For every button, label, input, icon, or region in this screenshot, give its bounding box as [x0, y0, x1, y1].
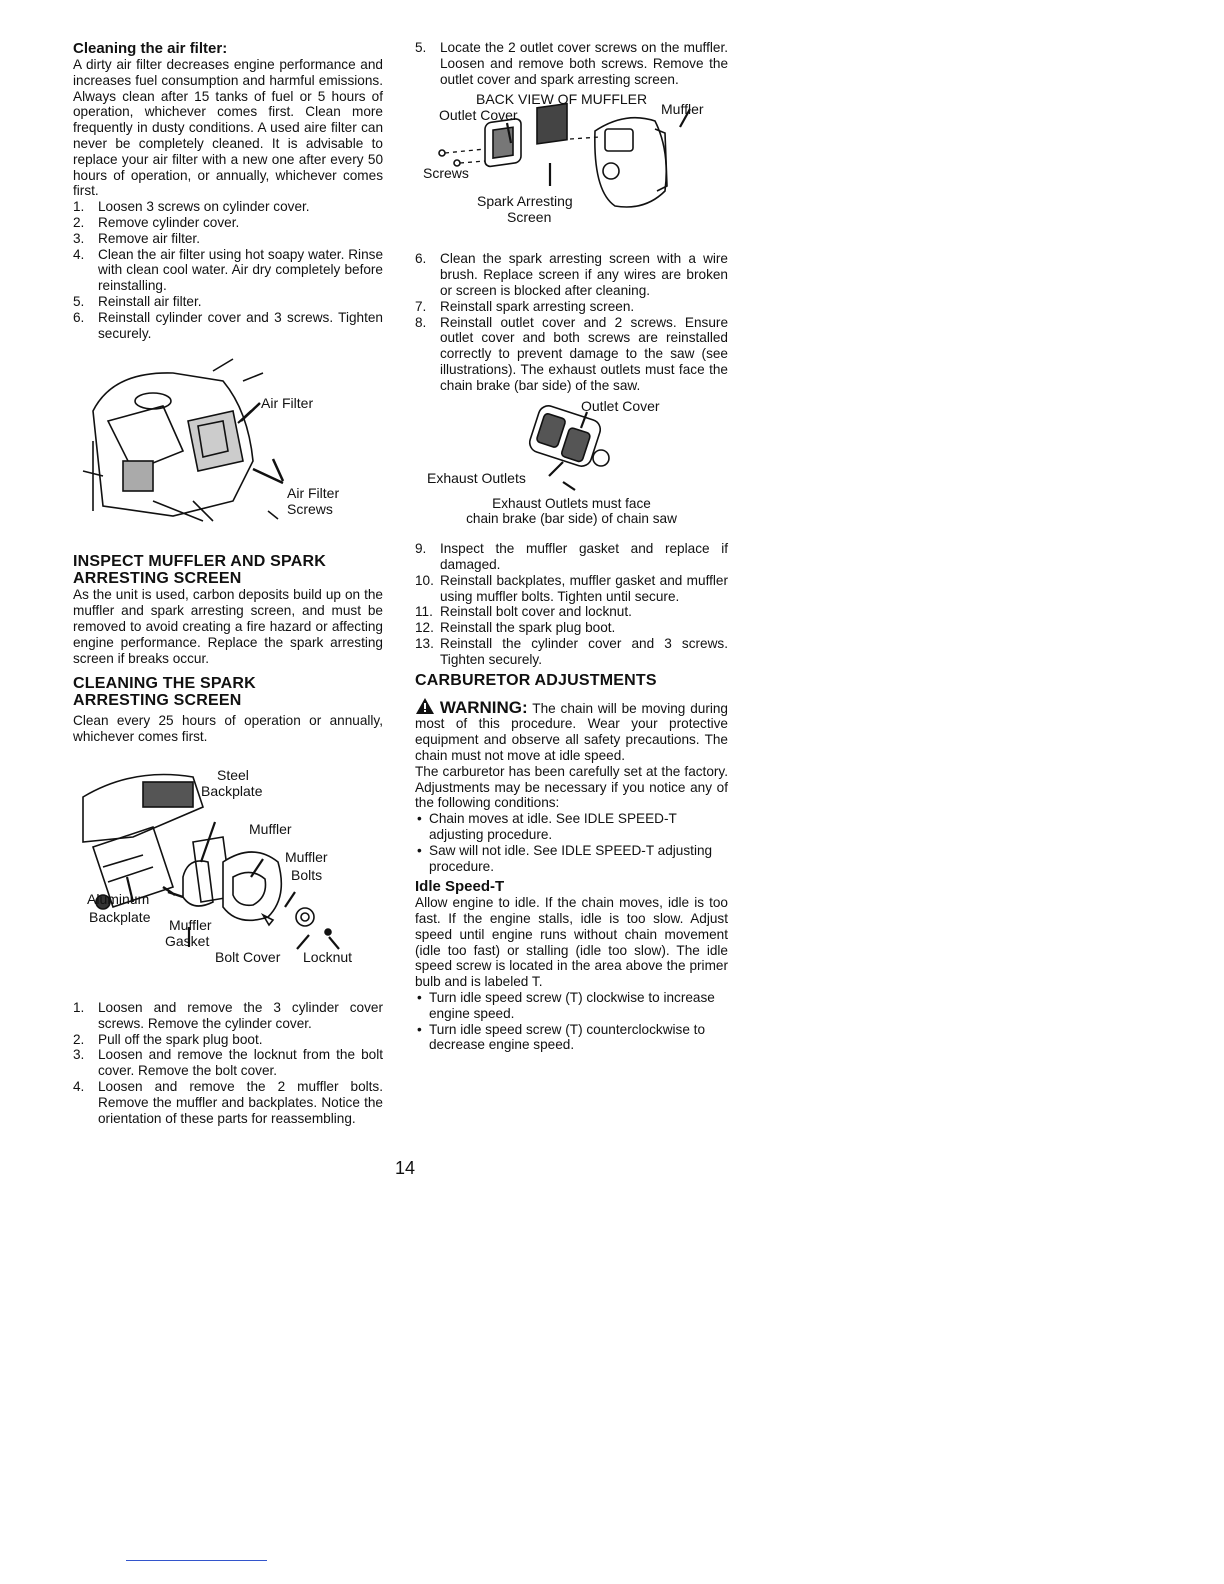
inspect-text: As the unit is used, carbon deposits build up on the muffler and spark arresting screen, and must be removed to avoid creating a fire hazard or affecting engine performance. Replace the spark arresting screen if breaks occur. — [73, 587, 383, 666]
exhaust-caption-line2: chain brake (bar side) of chain saw — [466, 511, 677, 527]
aluminum-backplate-label-line1: Aluminum — [87, 890, 150, 907]
warning-text: The chain will be moving during most of this procedure. Wear your protective equipment and observe all safety precautions. The chain must not move at idle speed. — [415, 700, 728, 763]
cleaning-text: Clean every 25 hours of operation or annually, whichever comes first. — [73, 713, 383, 745]
air-filter-intro: A dirty air filter decreases engine performance and increases fuel consumption and harmful emissions. Always clean after 15 tanks of fuel or 5 hours of operation, whichever comes first. Clean more frequently in dusty conditions. A used aire filter can never be completely cleaned. It is advisable to replace your air filter with a new one after every 50 hours of operation, or annually, whichever comes first. — [73, 57, 383, 199]
list-item: 9. Inspect the muffler gasket and replace if damaged. — [415, 541, 728, 572]
list-item: • Chain moves at idle. See IDLE SPEED-T adjusting procedure. — [417, 811, 677, 842]
list-item: 8. Reinstall outlet cover and 2 screws. Ensure outlet cover and both screws are reinstalled correctly to prevent damage to the saw (see illustrations). The exhaust outlets must face the chain brake (bar side) of the saw. — [415, 314, 728, 393]
outlet-cover-illustration — [415, 397, 728, 496]
aluminum-backplate-label-line2: Backplate — [89, 908, 151, 925]
steel-backplate-label-line1: Steel — [217, 766, 249, 783]
spark-arresting-label-line2: Screen — [507, 209, 552, 226]
muffler-step5 — [415, 40, 728, 87]
warning-label: WARNING: — [439, 697, 528, 717]
inspect-heading-line2: ARRESTING SCREEN — [73, 570, 242, 588]
list-item: 7. Reinstall spark arresting screen. — [415, 298, 635, 314]
list-item: 6. Clean the spark arresting screen with a wire brush. Replace screen if any wires are broken or screen is blocked after cleaning. — [415, 251, 728, 298]
list-item: 2. Pull off the spark plug boot. — [73, 1031, 263, 1047]
right-column — [415, 40, 728, 1053]
air-filter-label: Air Filter — [261, 395, 314, 412]
idle-speed-bullets — [415, 990, 728, 1053]
list-item: 3. Loosen and remove the locknut from the bolt cover. Remove the bolt cover. — [73, 1047, 383, 1079]
list-item: 2. Remove cylinder cover. — [73, 214, 240, 230]
air-filter-heading: Cleaning the air filter: — [73, 40, 228, 57]
carburetor-heading: CARBURETOR ADJUSTMENTS — [415, 671, 657, 689]
locknut-label: Locknut — [303, 948, 353, 965]
idle-speed-heading: Idle Speed-T — [415, 878, 505, 896]
list-item: 5. Locate the 2 outlet cover screws on the muffler. Loosen and remove both screws. Remove the outlet cover and spark arresting screen. — [415, 40, 728, 87]
outlet-cover-label: Outlet Cover — [581, 397, 660, 414]
inspect-heading-line1: INSPECT MUFFLER AND SPARK — [73, 553, 326, 571]
muffler-steps-a — [415, 251, 728, 393]
air-filter-steps — [73, 199, 383, 341]
list-item: 5. Reinstall air filter. — [73, 293, 202, 309]
exhaust-caption-line1: Exhaust Outlets must face — [492, 495, 651, 511]
footer-rule — [126, 1560, 267, 1561]
warning-paragraph — [415, 697, 728, 764]
warning-icon — [415, 697, 435, 715]
back-view-muffler-illustration — [415, 91, 728, 241]
screws-label: Screws — [423, 165, 469, 182]
muffler-steps-b — [415, 541, 728, 667]
list-item: 13. Reinstall the cylinder cover and 3 screws. Tighten securely. — [415, 635, 728, 667]
muffler-gasket-label-line1: Muffler — [169, 916, 212, 933]
muffler-exploded-illustration — [73, 767, 383, 992]
page-number: 14 — [395, 1158, 416, 1178]
list-item: 11. Reinstall bolt cover and locknut. — [415, 604, 632, 620]
spark-arresting-label-line1: Spark Arresting — [477, 193, 573, 210]
list-item: 3. Remove air filter. — [73, 230, 200, 246]
muffler-bolts-label-line1: Muffler — [285, 848, 328, 865]
back-view-title: BACK VIEW OF MUFFLER — [476, 91, 648, 108]
cleaning-heading-line2: ARRESTING SCREEN — [73, 692, 242, 710]
carburetor-bullets — [415, 811, 728, 874]
carburetor-text: The carburetor has been carefully set at the factory. Adjustments may be necessary if you notice any of the following conditions: — [415, 763, 728, 811]
air-filter-screws-label-line2: Screws — [287, 501, 333, 518]
muffler-label: Muffler — [249, 820, 292, 837]
idle-speed-text: Allow engine to idle. If the chain moves, idle is too fast. If the engine stalls, idle is too slow. Adjust speed until engine runs without chain movement (idle too fast) or stalling (idle too slow). The idle speed screw is located in the area above the primer bulb and is labeled T. — [415, 895, 728, 990]
list-item: 1. Loosen and remove the 3 cylinder cover screws. Remove the cylinder cover. — [73, 999, 383, 1031]
outlet-cover-label: Outlet Cover — [439, 107, 518, 124]
exhaust-outlets-label: Exhaust Outlets — [427, 469, 526, 486]
list-item: 12. Reinstall the spark plug boot. — [415, 620, 616, 636]
air-filter-screws-label-line1: Air Filter — [287, 485, 340, 502]
list-item: 1. Loosen 3 screws on cylinder cover. — [73, 199, 310, 215]
list-item: • Turn idle speed screw (T) clockwise to increase engine speed. — [417, 990, 715, 1021]
list-item: 10. Reinstall backplates, muffler gasket and muffler using muffler bolts. Tighten until secure. — [415, 572, 728, 604]
muffler-bolts-label-line2: Bolts — [291, 866, 323, 883]
bolt-cover-label: Bolt Cover — [215, 948, 281, 965]
cleaning-steps — [73, 1000, 383, 1126]
left-column — [73, 40, 383, 1126]
air-filter-drawing — [73, 351, 383, 531]
steel-backplate-label-line2: Backplate — [201, 782, 263, 799]
cleaning-heading-line1: CLEANING THE SPARK — [73, 675, 256, 693]
muffler-label: Muffler — [661, 101, 704, 118]
list-item: 6. Reinstall cylinder cover and 3 screws. Tighten securely. — [73, 309, 383, 341]
list-item: • Turn idle speed screw (T) counterclockwise to decrease engine speed. — [417, 1021, 706, 1053]
list-item: • Saw will not idle. See IDLE SPEED-T adjusting procedure. — [417, 842, 713, 874]
list-item: 4. Loosen and remove the 2 muffler bolts. Remove the muffler and backplates. Notice the orientation of these parts for reassembling. — [73, 1078, 383, 1126]
list-item: 4. Clean the air filter using hot soapy water. Rinse with clean cool water. Air dry completely before reinstalling. — [73, 246, 383, 294]
air-filter-illustration — [73, 351, 383, 531]
muffler-gasket-label-line2: Gasket — [165, 932, 210, 949]
